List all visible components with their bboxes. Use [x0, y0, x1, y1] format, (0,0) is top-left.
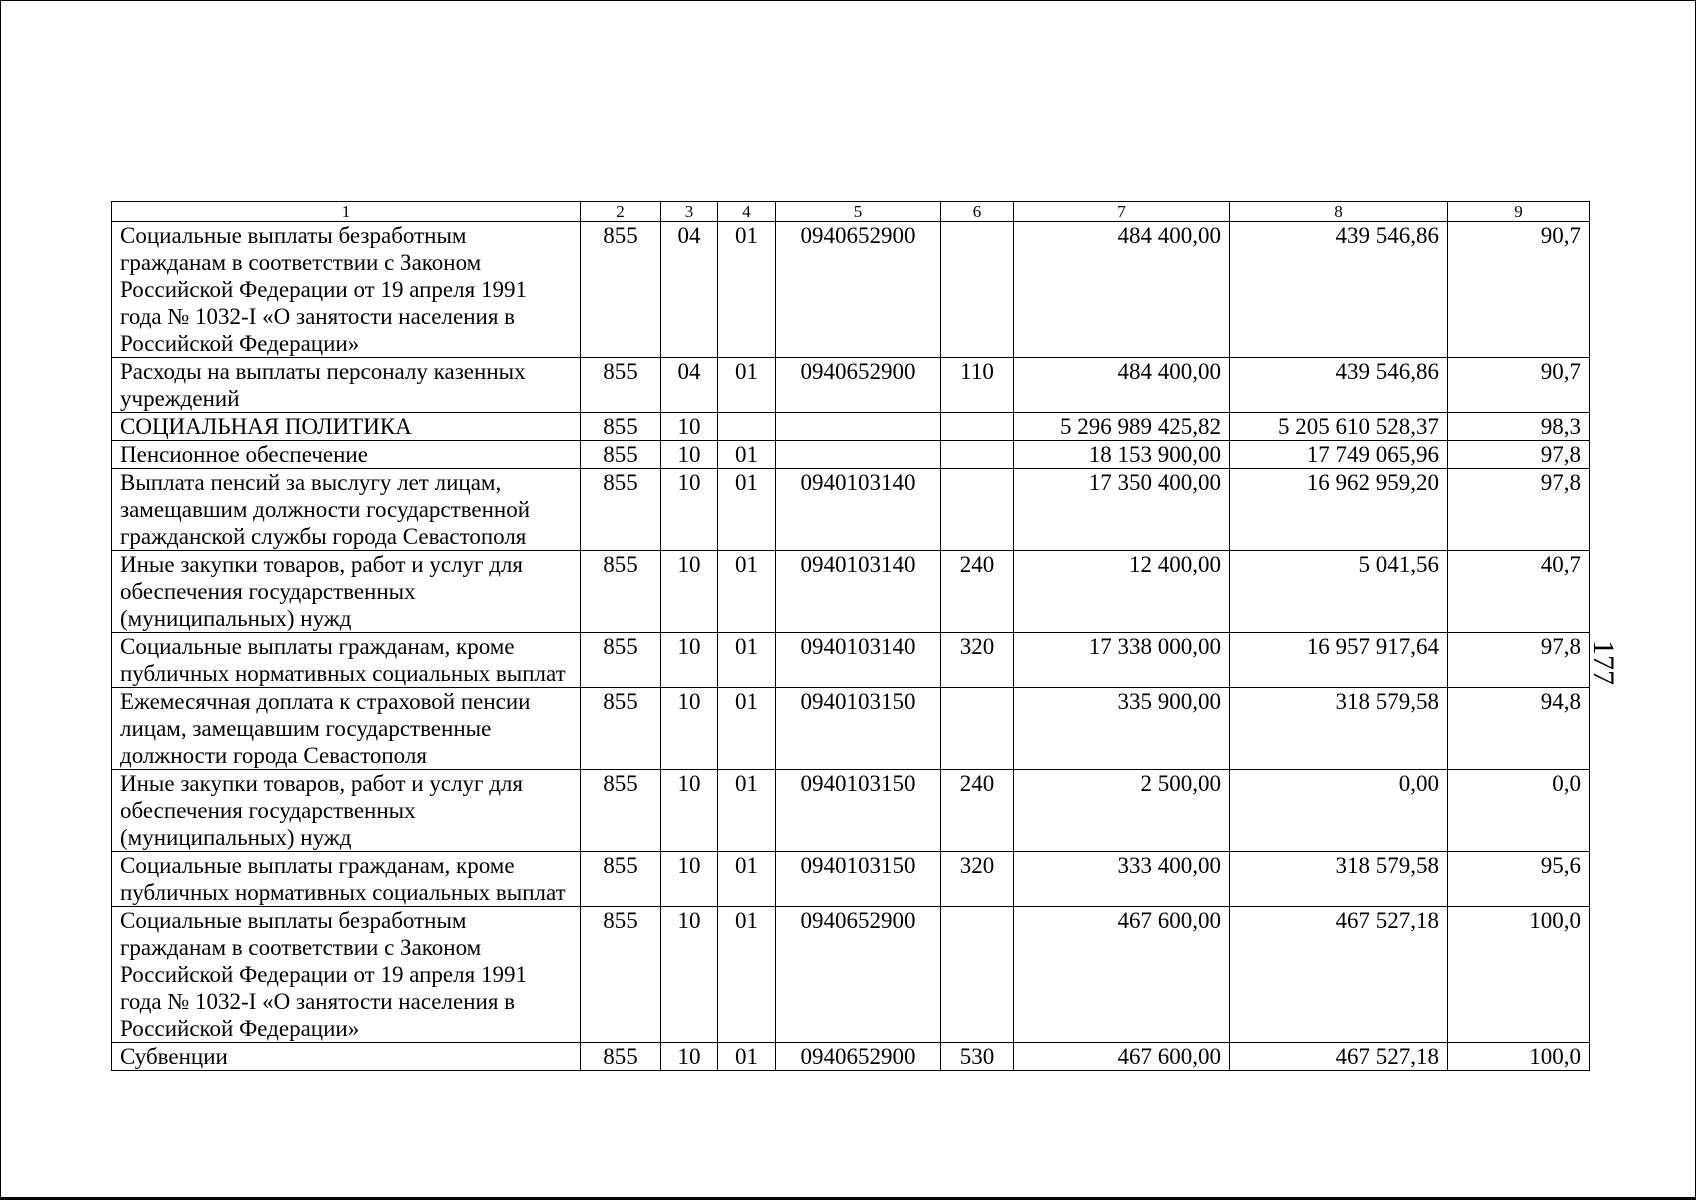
cell-code-2: 855 [581, 1043, 661, 1071]
cell-code-2: 855 [581, 441, 661, 469]
column-number: 2 [581, 202, 661, 222]
cell-code-6: 530 [941, 1043, 1014, 1071]
cell-code-3: 04 [661, 222, 718, 358]
cell-code-4: 01 [718, 469, 776, 551]
cell-code-6 [941, 413, 1014, 441]
table-row [112, 633, 1590, 688]
cell-code-6 [941, 688, 1014, 770]
row-name: Выплата пенсий за выслугу лет лицам, замещавшим должности государственной гражданской службы города Севастополя [112, 469, 581, 551]
cell-plan: 18 153 900,00 [1014, 441, 1230, 469]
table-row [112, 907, 1590, 1043]
table-row [112, 358, 1590, 413]
cell-code-4: 01 [718, 222, 776, 358]
cell-code-3: 10 [661, 469, 718, 551]
column-number-row [112, 202, 1590, 222]
cell-code-5: 0940652900 [776, 222, 941, 358]
row-name: Расходы на выплаты персоналу казенных учреждений [112, 358, 581, 413]
row-name: Социальные выплаты гражданам, кроме публичных нормативных социальных выплат [112, 633, 581, 688]
table-row [112, 688, 1590, 770]
cell-code-4: 01 [718, 441, 776, 469]
cell-code-6 [941, 469, 1014, 551]
cell-code-3: 10 [661, 852, 718, 907]
cell-percent: 98,3 [1448, 413, 1590, 441]
cell-percent: 100,0 [1448, 907, 1590, 1043]
cell-actual: 467 527,18 [1230, 1043, 1448, 1071]
cell-plan: 467 600,00 [1014, 907, 1230, 1043]
cell-plan: 467 600,00 [1014, 1043, 1230, 1071]
cell-actual: 318 579,58 [1230, 688, 1448, 770]
column-number: 7 [1014, 202, 1230, 222]
table-row [112, 770, 1590, 852]
cell-plan: 2 500,00 [1014, 770, 1230, 852]
cell-actual: 16 957 917,64 [1230, 633, 1448, 688]
cell-code-5: 0940103150 [776, 770, 941, 852]
row-name: Ежемесячная доплата к страховой пенсии лицам, замещавшим государственные должности города Севастополя [112, 688, 581, 770]
cell-code-3: 10 [661, 633, 718, 688]
cell-actual: 439 546,86 [1230, 222, 1448, 358]
row-name: Социальные выплаты гражданам, кроме публичных нормативных социальных выплат [112, 852, 581, 907]
column-number: 8 [1230, 202, 1448, 222]
cell-code-6 [941, 907, 1014, 1043]
row-name: Иные закупки товаров, работ и услуг для обеспечения государственных (муниципальных) нужд [112, 770, 581, 852]
cell-code-5: 0940103140 [776, 469, 941, 551]
cell-code-6: 320 [941, 633, 1014, 688]
column-number: 9 [1448, 202, 1590, 222]
cell-code-6: 240 [941, 770, 1014, 852]
cell-code-5 [776, 441, 941, 469]
cell-code-3: 10 [661, 1043, 718, 1071]
cell-actual: 17 749 065,96 [1230, 441, 1448, 469]
cell-code-6: 240 [941, 551, 1014, 633]
cell-code-5: 0940103150 [776, 688, 941, 770]
cell-code-3: 04 [661, 358, 718, 413]
row-name: Социальные выплаты безработным гражданам в соответствии с Законом Российской Федерации от 19 апреля 1991 года № 1032-I «О занятости населения в Российской Федерации» [112, 907, 581, 1043]
cell-plan: 17 350 400,00 [1014, 469, 1230, 551]
cell-percent: 90,7 [1448, 358, 1590, 413]
cell-plan: 484 400,00 [1014, 222, 1230, 358]
row-name: Пенсионное обеспечение [112, 441, 581, 469]
cell-code-6: 320 [941, 852, 1014, 907]
row-name: Иные закупки товаров, работ и услуг для обеспечения государственных (муниципальных) нужд [112, 551, 581, 633]
table-row [112, 852, 1590, 907]
cell-percent: 0,0 [1448, 770, 1590, 852]
cell-code-4: 01 [718, 633, 776, 688]
table-row [112, 441, 1590, 469]
row-name: Социальные выплаты безработным гражданам в соответствии с Законом Российской Федерации от 19 апреля 1991 года № 1032-I «О занятости населения в Российской Федерации» [112, 222, 581, 358]
cell-code-4: 01 [718, 907, 776, 1043]
cell-code-2: 855 [581, 852, 661, 907]
cell-code-2: 855 [581, 633, 661, 688]
cell-code-3: 10 [661, 413, 718, 441]
cell-code-3: 10 [661, 770, 718, 852]
cell-percent: 100,0 [1448, 1043, 1590, 1071]
table-row [112, 222, 1590, 358]
cell-code-5: 0940103140 [776, 551, 941, 633]
cell-plan: 333 400,00 [1014, 852, 1230, 907]
cell-code-2: 855 [581, 413, 661, 441]
cell-code-3: 10 [661, 441, 718, 469]
cell-code-6 [941, 441, 1014, 469]
cell-actual: 0,00 [1230, 770, 1448, 852]
cell-code-4: 01 [718, 1043, 776, 1071]
table-row [112, 413, 1590, 441]
cell-percent: 40,7 [1448, 551, 1590, 633]
cell-code-5: 0940652900 [776, 1043, 941, 1071]
cell-percent: 97,8 [1448, 441, 1590, 469]
cell-plan: 335 900,00 [1014, 688, 1230, 770]
cell-code-2: 855 [581, 770, 661, 852]
cell-code-6 [941, 222, 1014, 358]
column-number: 1 [112, 202, 581, 222]
cell-plan: 12 400,00 [1014, 551, 1230, 633]
cell-code-4: 01 [718, 688, 776, 770]
cell-code-3: 10 [661, 907, 718, 1043]
table-row [112, 469, 1590, 551]
column-number: 4 [718, 202, 776, 222]
cell-code-2: 855 [581, 222, 661, 358]
cell-code-4: 01 [718, 551, 776, 633]
cell-plan: 484 400,00 [1014, 358, 1230, 413]
cell-code-2: 855 [581, 551, 661, 633]
budget-table [111, 201, 1590, 1071]
cell-percent: 97,8 [1448, 633, 1590, 688]
cell-actual: 16 962 959,20 [1230, 469, 1448, 551]
cell-code-2: 855 [581, 907, 661, 1043]
cell-code-4: 01 [718, 770, 776, 852]
cell-code-2: 855 [581, 688, 661, 770]
cell-actual: 5 205 610 528,37 [1230, 413, 1448, 441]
cell-actual: 439 546,86 [1230, 358, 1448, 413]
cell-code-4: 01 [718, 852, 776, 907]
cell-code-5: 0940103150 [776, 852, 941, 907]
cell-plan: 17 338 000,00 [1014, 633, 1230, 688]
cell-plan: 5 296 989 425,82 [1014, 413, 1230, 441]
cell-code-4 [718, 413, 776, 441]
column-number: 3 [661, 202, 718, 222]
cell-code-3: 10 [661, 551, 718, 633]
cell-code-2: 855 [581, 469, 661, 551]
cell-code-3: 10 [661, 688, 718, 770]
cell-percent: 94,8 [1448, 688, 1590, 770]
cell-code-2: 855 [581, 358, 661, 413]
cell-code-6: 110 [941, 358, 1014, 413]
column-number: 5 [776, 202, 941, 222]
cell-code-5: 0940103140 [776, 633, 941, 688]
cell-actual: 318 579,58 [1230, 852, 1448, 907]
cell-actual: 5 041,56 [1230, 551, 1448, 633]
row-name: СОЦИАЛЬНАЯ ПОЛИТИКА [112, 413, 581, 441]
cell-code-4: 01 [718, 358, 776, 413]
page-number: 177 [1587, 640, 1620, 685]
cell-code-5: 0940652900 [776, 358, 941, 413]
cell-percent: 90,7 [1448, 222, 1590, 358]
cell-code-5: 0940652900 [776, 907, 941, 1043]
cell-percent: 97,8 [1448, 469, 1590, 551]
cell-actual: 467 527,18 [1230, 907, 1448, 1043]
cell-percent: 95,6 [1448, 852, 1590, 907]
column-number: 6 [941, 202, 1014, 222]
row-name: Субвенции [112, 1043, 581, 1071]
table-row [112, 1043, 1590, 1071]
table-row [112, 551, 1590, 633]
cell-code-5 [776, 413, 941, 441]
